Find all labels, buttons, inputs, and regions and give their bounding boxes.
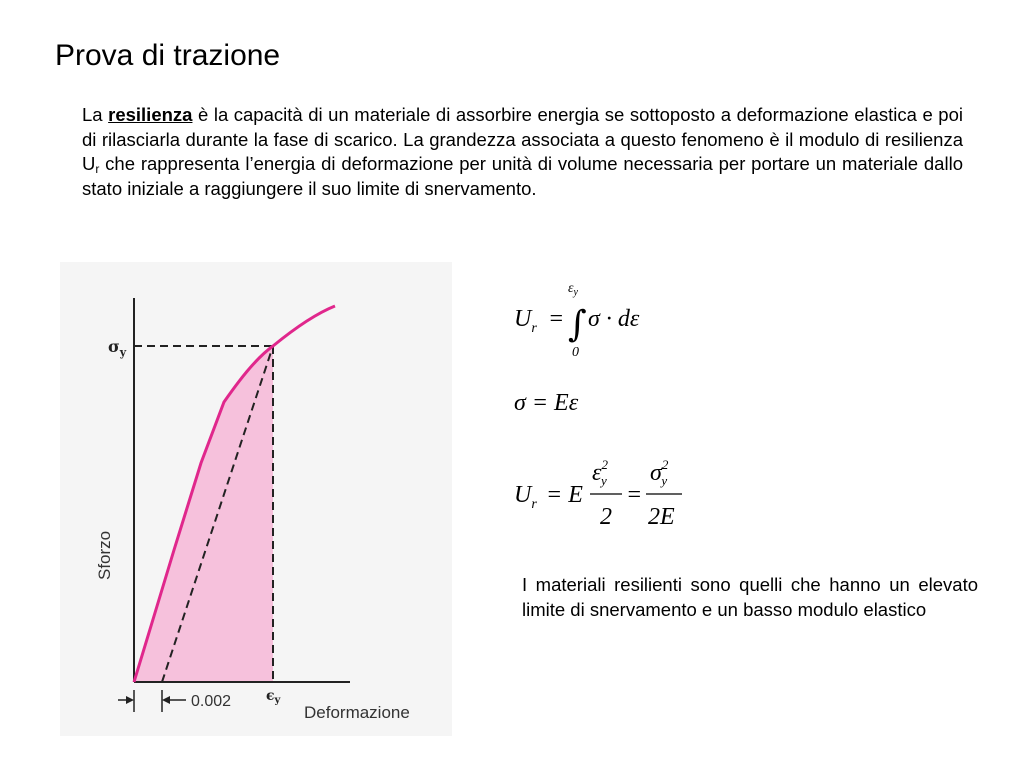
resilient-materials-note: I materiali resilienti sono quelli che hanno un elevato limite di snervamento e un basso modulo elastico xyxy=(522,574,978,620)
x-axis-label: Deformazione xyxy=(304,703,410,722)
f3-equals-2: = xyxy=(626,482,643,508)
f3-equals-e: = E xyxy=(546,482,583,508)
f3-lhs: $U_r$ xyxy=(514,482,537,512)
intro-keyword-resilienza: resilienza xyxy=(108,104,193,125)
resilience-area xyxy=(134,346,273,682)
slide-title: Prova di trazione xyxy=(55,39,281,72)
f1-lower-limit: 0 xyxy=(572,345,579,360)
sigma-y-label: $\sigma_y$ xyxy=(108,337,127,359)
intro-text-end: che rappresenta l’energia di deformazione per unità di volume necessaria per portare un materiale dallo stato iniziale a raggiungere il suo limite di snervamento. xyxy=(82,153,963,199)
f1-upper-limit: $\varepsilon_y$ xyxy=(568,281,578,298)
f3-num2: $\sigma^2$ y xyxy=(650,457,669,488)
offset-label: 0.002 xyxy=(191,693,232,710)
f1-lhs: $U_r$ xyxy=(514,306,537,336)
f3-den1: 2 xyxy=(600,504,612,530)
f3-den2: 2E xyxy=(648,504,675,530)
offset-right-arrowhead xyxy=(162,696,170,704)
intro-subscript: r xyxy=(95,162,100,176)
f1-equals: = xyxy=(548,306,565,332)
f1-integrand: σ · dε xyxy=(588,306,640,332)
intro-paragraph xyxy=(82,103,963,201)
formula-hooke-law xyxy=(514,386,614,420)
formula-resilience-integral xyxy=(510,276,690,368)
f3-num1: $\varepsilon^2$ y xyxy=(592,457,608,488)
y-axis-label: Sforzo xyxy=(95,530,114,580)
intro-text-start: La xyxy=(82,104,109,125)
f2-text: σ = Eε xyxy=(514,390,579,416)
stress-strain-figure xyxy=(60,262,452,736)
intro-text-middle: è la capacità di un materiale di assorbire energia se sottoposto a deformazione elastica e poi di rilasciarla durante la fase di scarico. La grandezza associata a questo fenomeno è il modulo di resilienza U xyxy=(82,104,963,174)
formula-resilience-modulus xyxy=(510,452,710,538)
epsilon-y-label: $\epsilon_y$ xyxy=(266,688,281,706)
stress-strain-svg xyxy=(60,262,452,736)
offset-left-arrowhead xyxy=(126,696,134,704)
f1-integral-sign: ∫ xyxy=(568,304,587,345)
